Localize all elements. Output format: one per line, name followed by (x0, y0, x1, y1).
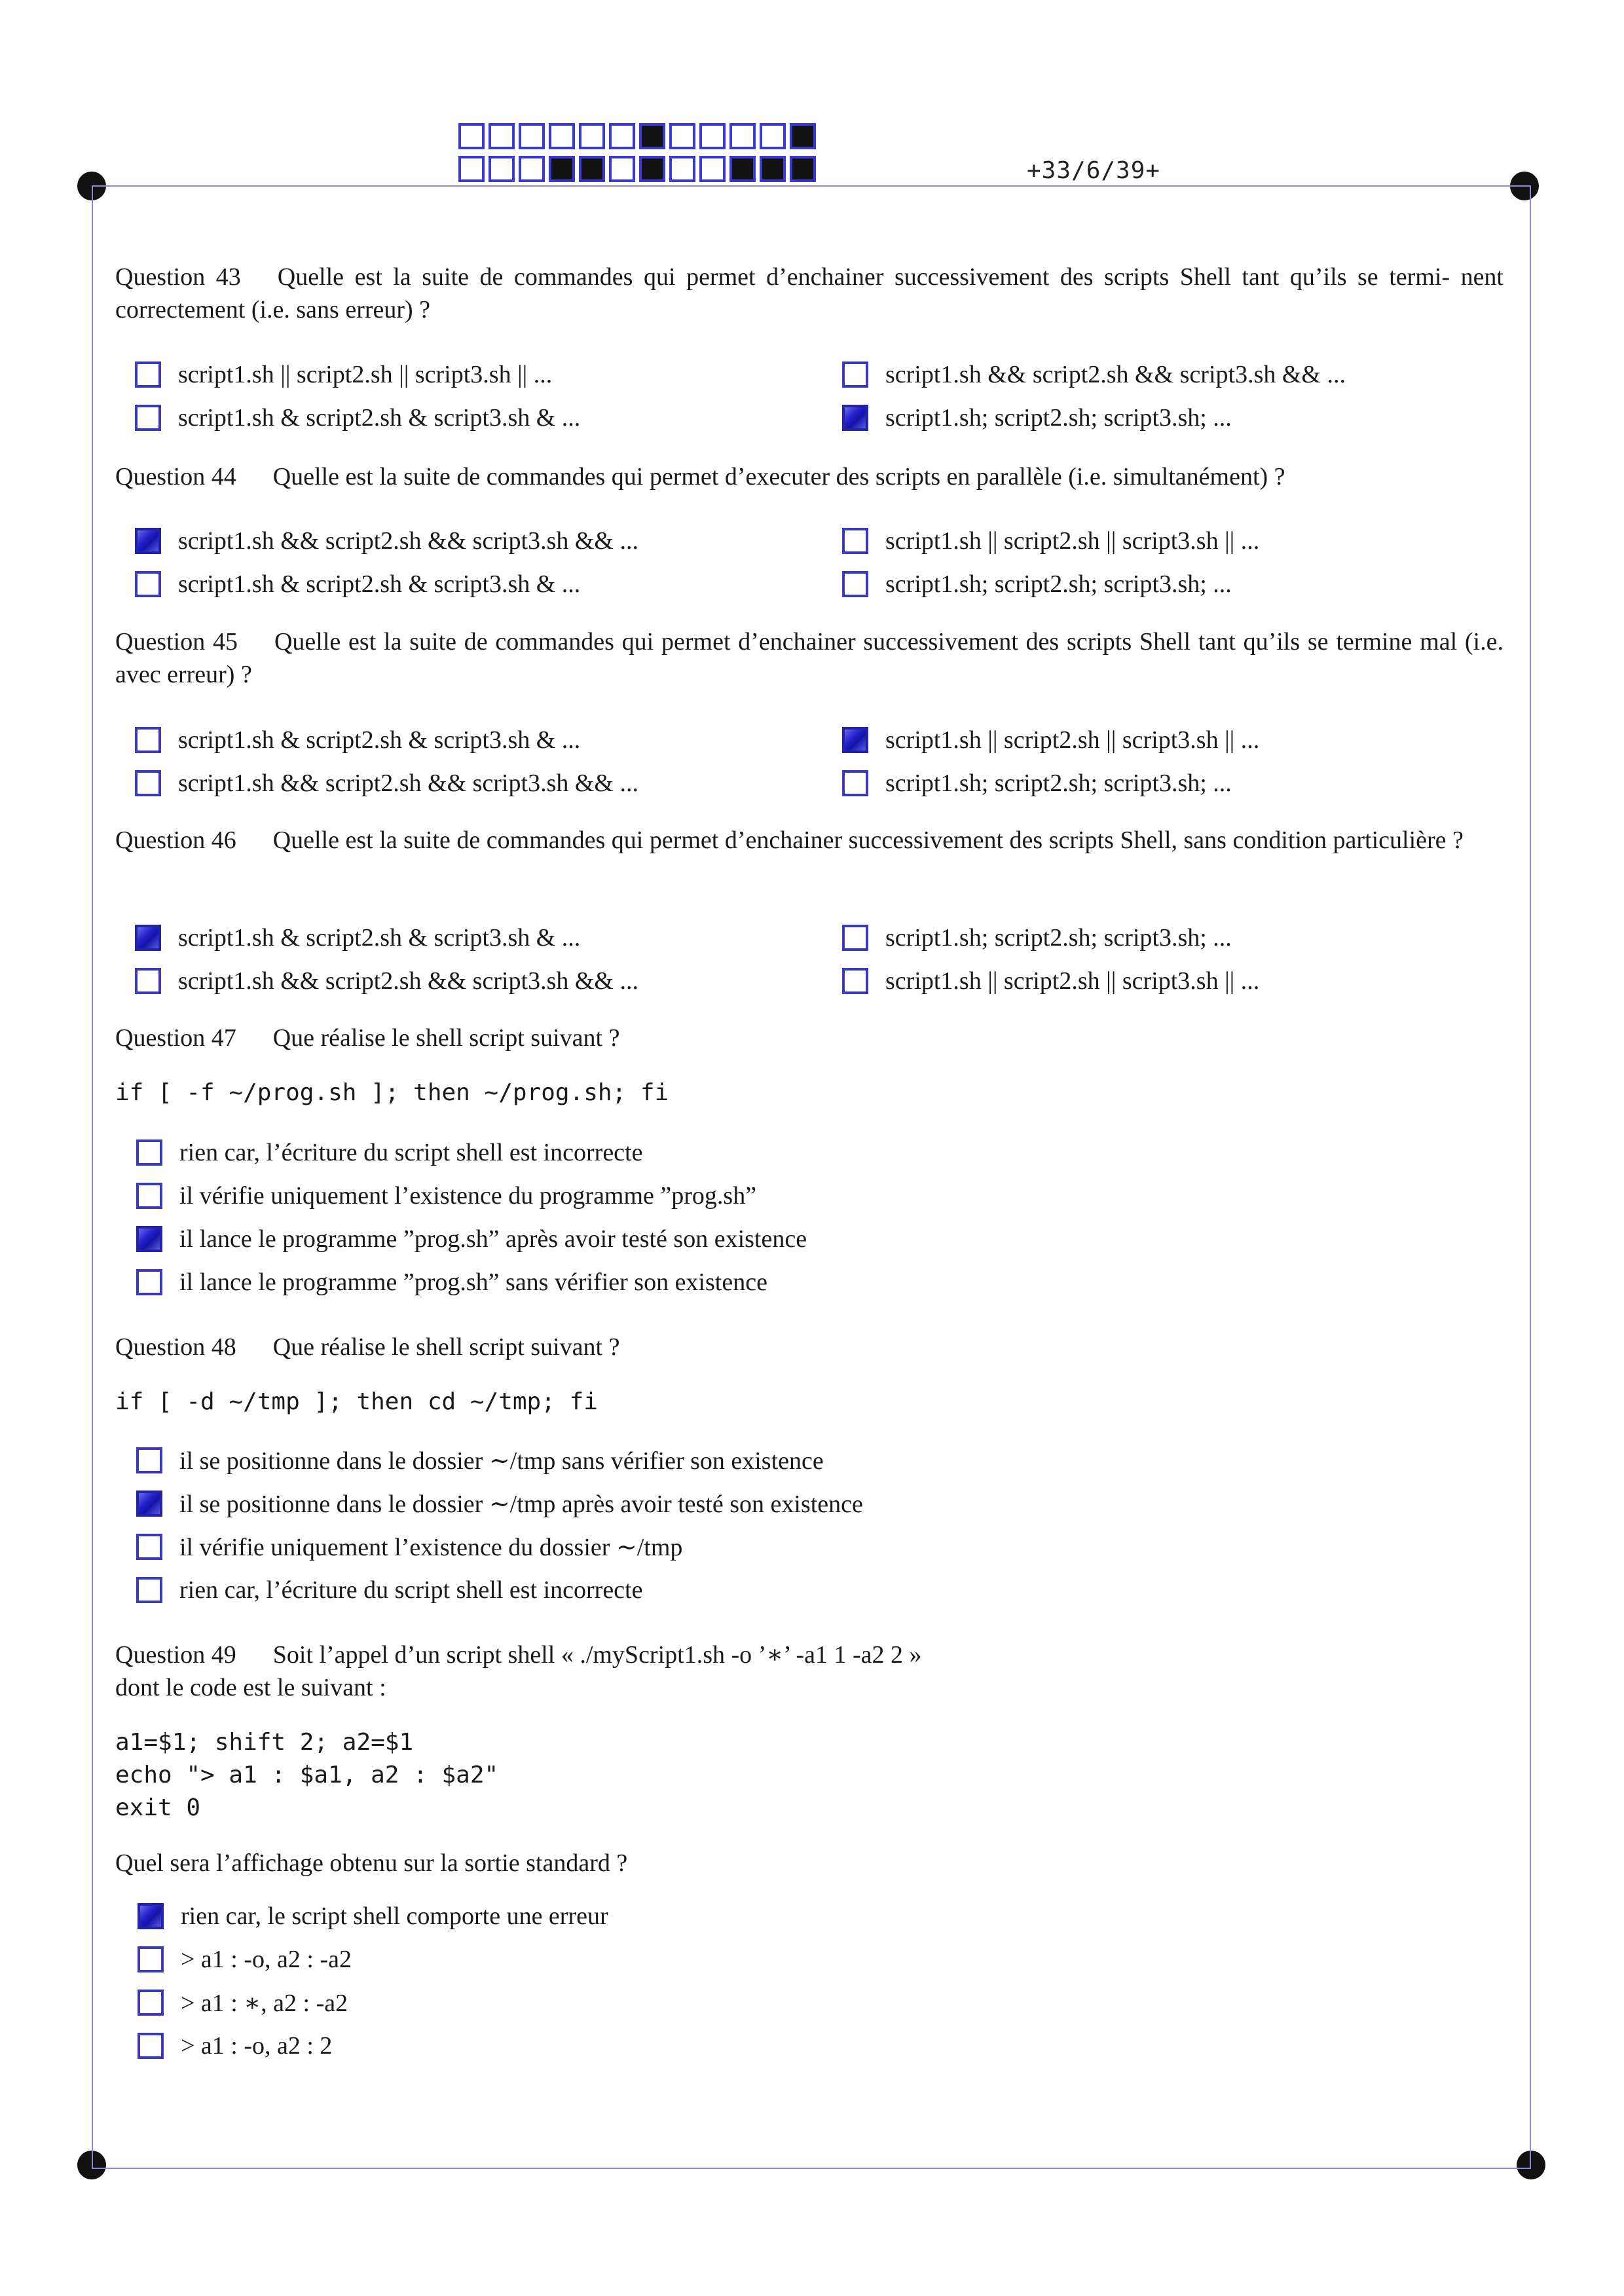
checkbox[interactable] (138, 1903, 164, 1929)
checkbox[interactable] (135, 361, 161, 388)
code-cell (609, 123, 635, 149)
option[interactable] (136, 1443, 824, 1477)
option-label: rien car, l’écriture du script shell est incorrecte (179, 1576, 643, 1604)
code-cell (699, 156, 726, 182)
option-label: script1.sh & script2.sh & script3.sh & ... (178, 726, 581, 754)
option[interactable] (842, 401, 1232, 435)
code-snippet: if [ -f ~/prog.sh ]; then ~/prog.sh; fi (115, 1079, 669, 1106)
code-cell (609, 156, 635, 182)
option[interactable] (842, 524, 1259, 558)
code-cell (519, 123, 545, 149)
code-cell (760, 156, 786, 182)
code-cell (669, 123, 695, 149)
option[interactable] (842, 766, 1232, 800)
code-cell (729, 156, 756, 182)
option[interactable] (135, 358, 552, 392)
checkbox[interactable] (136, 1183, 162, 1209)
question-number: Question 49 (115, 1641, 236, 1669)
option-label: il lance le programme ”prog.sh” sans vérifier son existence (179, 1268, 767, 1296)
checkbox[interactable] (136, 1491, 162, 1517)
code-cell (579, 156, 605, 182)
question-49 (115, 1639, 1504, 1704)
option-label: il vérifie uniquement l’existence du dossier ∼/tmp (179, 1533, 683, 1561)
checkbox[interactable] (136, 1226, 162, 1252)
option-label: script1.sh; script2.sh; script3.sh; ... (885, 769, 1232, 797)
question-text: Quelle est la suite de commandes qui permet d’executer des scripts en parallèle (i.e. simultanément) ? (272, 463, 1285, 491)
option-label: > a1 : -o, a2 : 2 (181, 2032, 333, 2060)
checkbox[interactable] (842, 968, 868, 994)
code-line: a1=$1; shift 2; a2=$1 (115, 1729, 414, 1756)
code-cell (549, 156, 575, 182)
option[interactable] (135, 964, 638, 998)
question-43 (115, 261, 1504, 326)
checkbox[interactable] (842, 925, 868, 951)
code-cell (729, 123, 756, 149)
code-cell (458, 156, 485, 182)
checkbox[interactable] (135, 528, 161, 554)
checkbox[interactable] (136, 1139, 162, 1166)
code-cell (790, 156, 816, 182)
code-cell (549, 123, 575, 149)
option[interactable] (842, 964, 1259, 998)
code-cell (639, 156, 665, 182)
option-label: script1.sh || script2.sh || script3.sh || ... (885, 527, 1260, 555)
code-snippet: if [ -d ~/tmp ]; then cd ~/tmp; fi (115, 1388, 598, 1415)
option[interactable] (136, 1265, 767, 1299)
option-label: script1.sh && script2.sh && script3.sh && ... (178, 527, 638, 555)
option-label: script1.sh & script2.sh & script3.sh & ... (178, 404, 581, 432)
option-label: script1.sh || script2.sh || script3.sh || ... (178, 361, 553, 388)
code-cell (699, 123, 726, 149)
code-cell (519, 156, 545, 182)
checkbox[interactable] (136, 1534, 162, 1560)
option[interactable] (136, 1530, 682, 1564)
question-text: Quelle est la suite de commandes qui permet d’enchainer successivement des scripts Shell tant qu’ils se termi- nent correctement (i.e. sans erreur) ? (115, 263, 1504, 324)
option[interactable] (135, 567, 580, 601)
option-label: script1.sh; script2.sh; script3.sh; ... (885, 404, 1232, 432)
checkbox[interactable] (135, 968, 161, 994)
option[interactable] (842, 921, 1232, 955)
checkbox[interactable] (136, 1447, 162, 1473)
question-47 (115, 1022, 1504, 1054)
option-label: script1.sh; script2.sh; script3.sh; ... (885, 570, 1232, 598)
option[interactable] (136, 1487, 863, 1521)
option-label: script1.sh && script2.sh && script3.sh && ... (178, 769, 638, 797)
checkbox[interactable] (135, 770, 161, 796)
checkbox[interactable] (135, 727, 161, 753)
checkbox[interactable] (138, 1990, 164, 2016)
option[interactable] (138, 1942, 352, 1976)
option[interactable] (138, 1986, 348, 2020)
binary-code-row-2 (458, 156, 820, 182)
option-label: script1.sh || script2.sh || script3.sh || ... (885, 726, 1260, 754)
code-cell (579, 123, 605, 149)
option-label: rien car, l’écriture du script shell est incorrecte (179, 1139, 643, 1166)
code-cell (639, 123, 665, 149)
checkbox[interactable] (842, 361, 868, 388)
option[interactable] (136, 1573, 642, 1607)
checkbox[interactable] (842, 727, 868, 753)
checkbox[interactable] (842, 571, 868, 597)
option[interactable] (135, 723, 580, 757)
option[interactable] (135, 766, 638, 800)
question-text: Quelle est la suite de commandes qui permet d’enchainer successivement des scripts Shell, sans condition particulière ? (272, 826, 1464, 854)
question-number: Question 43 (115, 263, 241, 291)
question-46 (115, 824, 1504, 857)
question-text: Que réalise le shell script suivant ? (272, 1024, 620, 1052)
option[interactable] (138, 1899, 608, 1933)
code-line: echo "> a1 : $a1, a2 : $a2" (115, 1762, 499, 1788)
option-label: > a1 : -o, a2 : -a2 (181, 1946, 352, 1973)
question-text: Soit l’appel d’un script shell « ./myScript1.sh -o ’∗’ -a1 1 -a2 2 » (272, 1641, 922, 1669)
question-text: Quelle est la suite de commandes qui permet d’enchainer successivement des scripts Shell tant qu’ils se termine mal (i.e. avec erreur) ? (115, 628, 1504, 688)
code-cell (489, 156, 515, 182)
code-line: exit 0 (115, 1794, 201, 1821)
option[interactable] (842, 358, 1346, 392)
code-cell (760, 123, 786, 149)
option-label: rien car, le script shell comporte une erreur (181, 1902, 608, 1930)
checkbox[interactable] (136, 1269, 162, 1295)
option-label: script1.sh & script2.sh & script3.sh & ... (178, 924, 581, 952)
checkbox[interactable] (135, 925, 161, 951)
question-text-continued: dont le code est le suivant : (115, 1674, 386, 1701)
option-label: il se positionne dans le dossier ∼/tmp après avoir testé son existence (179, 1490, 863, 1518)
question-text: Que réalise le shell script suivant ? (272, 1333, 620, 1361)
question-number: Question 47 (115, 1024, 236, 1052)
question-44 (115, 460, 1504, 493)
option-label: il lance le programme ”prog.sh” après avoir testé son existence (179, 1225, 807, 1253)
option[interactable] (842, 723, 1259, 757)
option-label: > a1 : ∗, a2 : -a2 (181, 1989, 348, 2017)
checkbox[interactable] (138, 1946, 164, 1972)
checkbox[interactable] (135, 405, 161, 431)
option-label: script1.sh && script2.sh && script3.sh && ... (178, 967, 638, 995)
question-48 (115, 1331, 1504, 1363)
question-prompt: Quel sera l’affichage obtenu sur la sortie standard ? (115, 1849, 628, 1877)
checkbox[interactable] (138, 2033, 164, 2059)
option[interactable] (135, 921, 580, 955)
checkbox[interactable] (136, 1577, 162, 1603)
question-number: Question 48 (115, 1333, 236, 1361)
option-label: script1.sh || script2.sh || script3.sh || ... (885, 967, 1260, 995)
option-label: script1.sh; script2.sh; script3.sh; ... (885, 924, 1232, 952)
checkbox[interactable] (135, 571, 161, 597)
binary-code-row-1 (458, 123, 820, 149)
checkbox[interactable] (842, 405, 868, 431)
code-cell (669, 156, 695, 182)
question-number: Question 45 (115, 628, 238, 656)
option-label: script1.sh & script2.sh & script3.sh & ... (178, 570, 581, 598)
option[interactable] (136, 1222, 807, 1256)
option-label: script1.sh && script2.sh && script3.sh && ... (885, 361, 1346, 388)
option[interactable] (135, 524, 638, 558)
checkbox[interactable] (842, 770, 868, 796)
option[interactable] (138, 2029, 332, 2063)
code-cell (458, 123, 485, 149)
question-45 (115, 625, 1504, 691)
checkbox[interactable] (842, 528, 868, 554)
option[interactable] (136, 1179, 756, 1213)
question-number: Question 44 (115, 463, 236, 491)
question-number: Question 46 (115, 826, 236, 854)
code-cell (489, 123, 515, 149)
option-label: il se positionne dans le dossier ∼/tmp sans vérifier son existence (179, 1447, 824, 1475)
page-code: +33/6/39+ (1027, 157, 1161, 184)
option[interactable] (136, 1136, 642, 1170)
option[interactable] (842, 567, 1232, 601)
option-label: il vérifie uniquement l’existence du programme ”prog.sh” (179, 1182, 757, 1210)
option[interactable] (135, 401, 580, 435)
code-cell (790, 123, 816, 149)
